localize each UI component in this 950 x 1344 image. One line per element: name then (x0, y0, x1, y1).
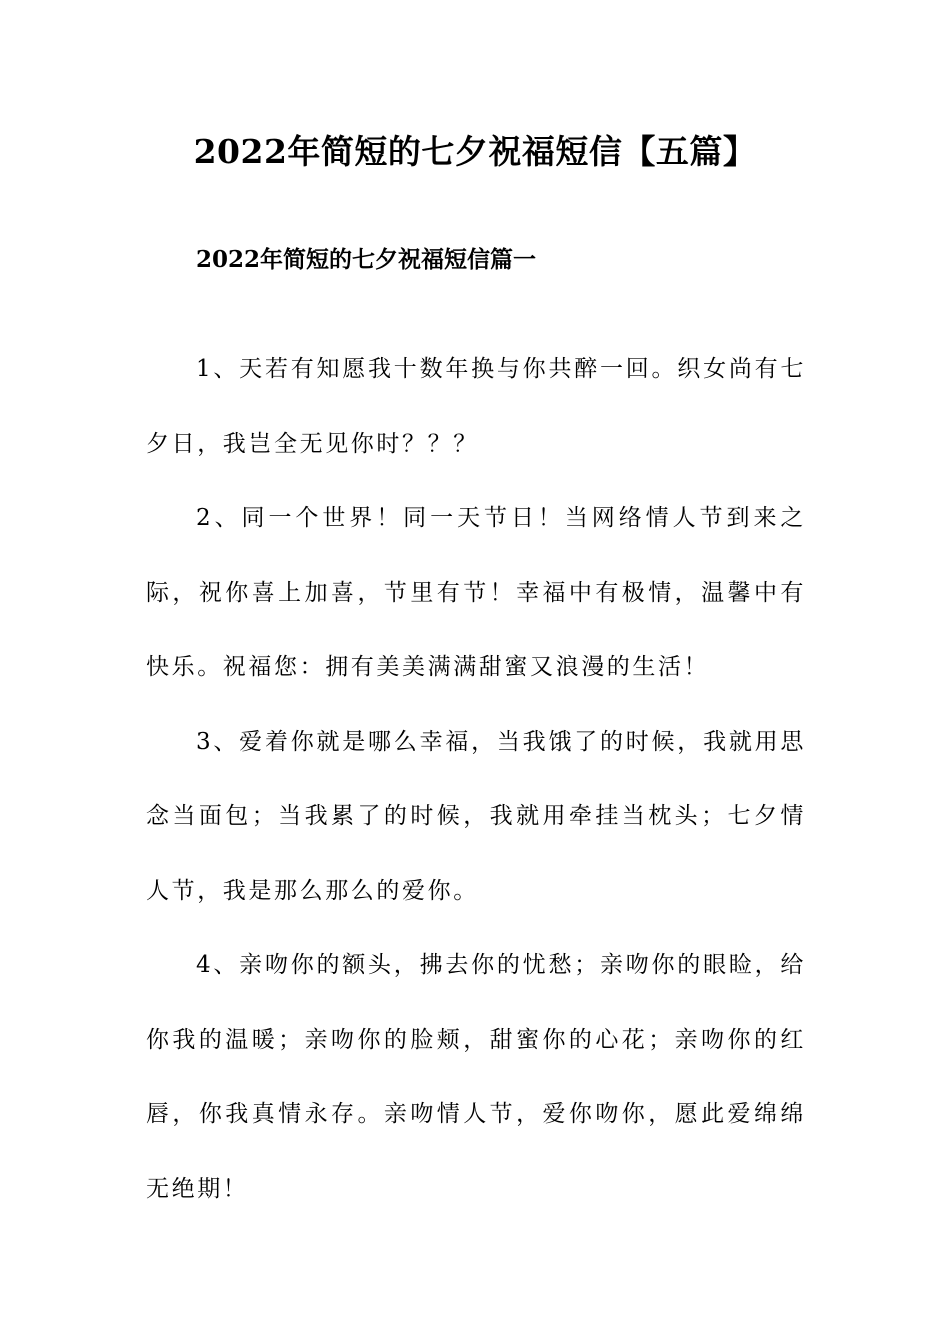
section-heading: 2022年简短的七夕祝福短信篇一 (196, 246, 537, 273)
body-text (146, 332, 806, 1226)
paragraph-2: 2、同一个世界！同一天节日！当网络情人节到来之际，祝你喜上加喜，节里有节！幸福中有极情，温馨中有快乐。祝福您：拥有美美满满甜蜜又浪漫的生活！ (146, 505, 806, 680)
paragraph-4: 4、亲吻你的额头，拂去你的忧愁；亲吻你的眼睑，给你我的温暖；亲吻你的脸颊，甜蜜你的心花；亲吻你的红唇，你我真情永存。亲吻情人节，爱你吻你，愿此爱绵绵无绝期！ (146, 952, 806, 1202)
paragraph-1: 1、天若有知愿我十数年换与你共醉一回。织女尚有七夕日，我岂全无见你时？？？ (146, 356, 806, 457)
paragraph-3: 3、爱着你就是哪么幸福，当我饿了的时候，我就用思念当面包；当我累了的时候，我就用牵挂当枕头；七夕情人节，我是那么那么的爱你。 (146, 728, 806, 904)
document-title: 2022年简短的七夕祝福短信【五篇】 (193, 132, 757, 171)
